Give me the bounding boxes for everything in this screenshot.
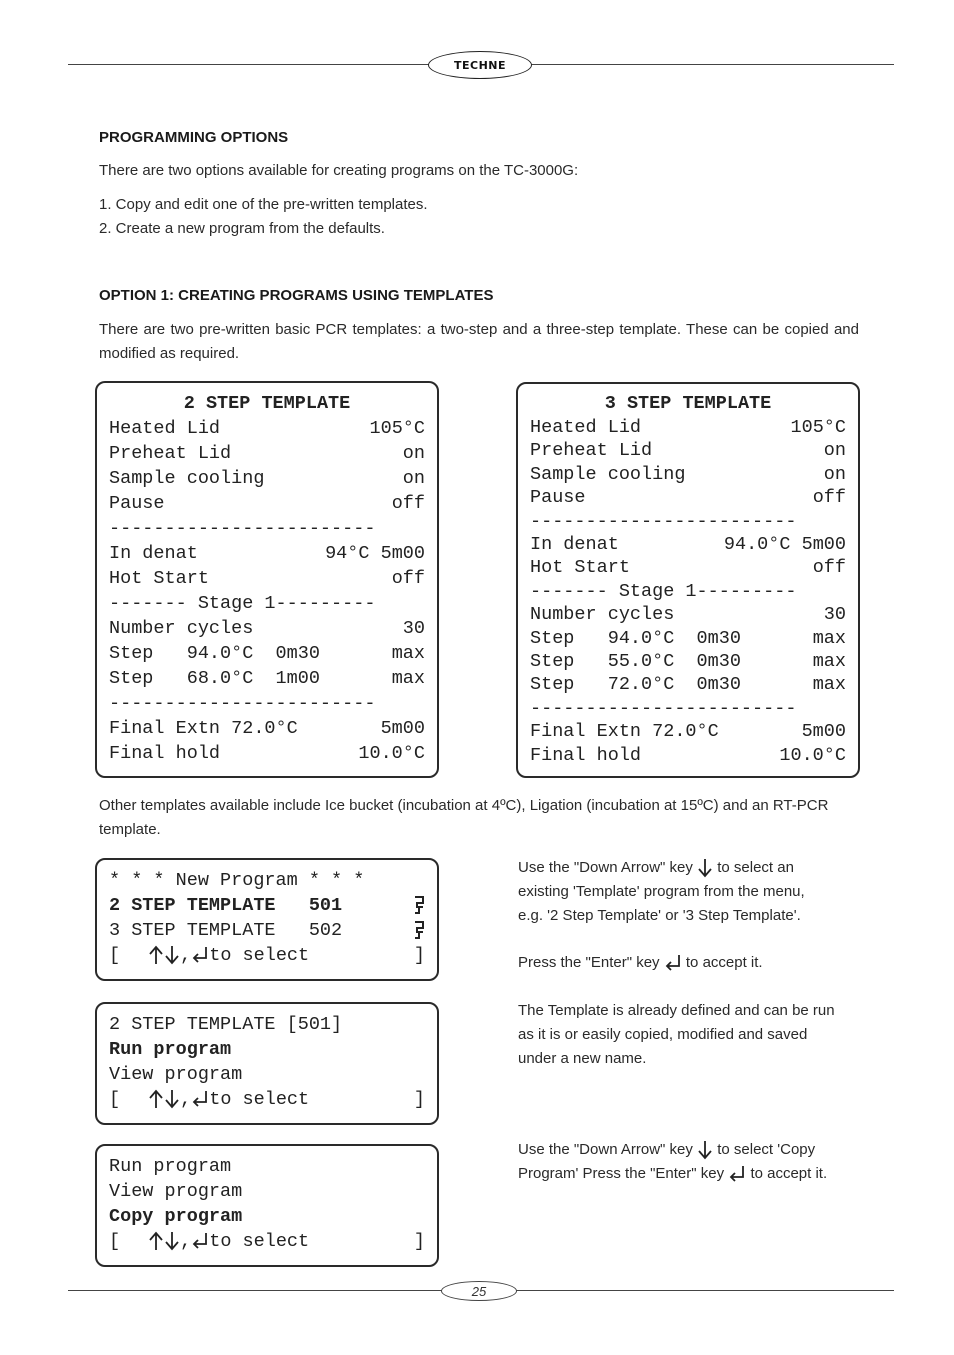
row-label: Preheat Lid [530,440,653,462]
row-value: max [812,627,846,649]
lcd-title: 3 STEP TEMPLATE [604,393,772,414]
row-value: max [391,643,425,664]
row-value: on [402,468,425,489]
row-label: Number cycles [530,604,675,626]
row-label: Pause [530,487,586,509]
lcd-row [530,580,846,604]
row-value: on [402,443,425,464]
row-label: Final Extn 72.0°C [530,721,719,743]
row-label: Final Extn 72.0°C [109,718,298,739]
row-value: off [391,493,425,514]
lcd-row [109,416,425,441]
page-number: 25 [441,1281,517,1301]
lcd-row [530,416,846,440]
menu-item-2-step-template[interactable]: 2 STEP TEMPLATE 501 [109,893,425,918]
lcd-row [530,744,846,768]
up-arrow-icon [148,1229,164,1254]
lcd-row [109,466,425,491]
section-heading-programming-options: PROGRAMMING OPTIONS [99,129,289,146]
lcd-row [530,439,846,463]
menu-item-run-program[interactable]: Run program [109,1039,232,1060]
enter-icon [728,1165,746,1182]
section-intro: There are two options available for creating programs on the TC-3000G: [99,162,579,179]
row-value: on [823,463,846,485]
down-arrow-icon [164,943,180,968]
row-value: max [391,668,425,689]
row-label: Step 72.0°C 0m30 [530,674,741,696]
lcd-row [109,566,425,591]
row-value: 94°C 5m00 [325,543,425,564]
lcd-row [530,697,846,721]
row-value: max [812,674,846,696]
row-value: 105°C [369,418,425,439]
template-key-icon [413,918,425,943]
logo-text: TECHNE [453,58,507,72]
row-label: Number cycles [109,618,254,639]
menu-item-3-step-template[interactable]: 3 STEP TEMPLATE 502 [109,918,425,943]
row-value: off [812,557,846,579]
enter-icon [664,954,682,971]
down-arrow-icon [697,859,713,876]
menu-item-copy-program[interactable]: Copy program [109,1206,243,1227]
row-value: off [391,568,425,589]
down-arrow-icon [164,1087,180,1112]
row-value: 105°C [790,417,846,438]
row-label: ------------------------ [530,697,797,719]
row-label: Step 68.0°C 1m00 [109,668,320,689]
row-value: max [812,651,846,672]
menu-item-view-program[interactable]: View program [109,1181,243,1202]
lcd-new-program-menu [95,858,439,981]
row-value: on [823,440,846,462]
row-label: In denat [530,534,619,555]
section-heading-option-1: OPTION 1: CREATING PROGRAMS USING TEMPLATES [99,287,494,304]
select-hint: [ , to select ] [109,1089,425,1110]
lcd-row [530,603,846,627]
instructions-copy-program: Use the "Down Arrow" key to select 'Copy Program' Press the "Enter" key to accept it. [518,1141,828,1182]
lcd-row [109,616,425,641]
row-label: ------------------------ [109,518,376,539]
row-label: Sample cooling [109,468,265,489]
row-value: 10.0°C [358,743,425,764]
menu-item-view-program[interactable]: View program [109,1064,243,1085]
row-value: 5m00 [801,721,846,743]
up-arrow-icon [148,1087,164,1112]
row-value: 30 [402,618,425,639]
row-label: Step 55.0°C 0m30 [530,651,741,672]
instructions-select-template: Use the "Down Arrow" key to select an existing 'Template' program from the menu, e.g. '2 Step Template' or '3 Step Template'. [518,859,805,924]
row-label: Step 94.0°C 0m30 [109,643,320,664]
row-label: Heated Lid [530,417,642,438]
lcd-title: 2 STEP TEMPLATE [183,393,351,414]
lcd-row [530,650,846,674]
row-label: Pause [109,493,165,514]
enter-icon [191,1087,209,1112]
row-label: Sample cooling [530,463,686,485]
row-label: ------- Stage 1--------- [109,593,376,614]
techne-logo [428,51,532,79]
enter-icon [191,1229,209,1254]
lcd-copy-program-menu [95,1144,439,1267]
lcd-row [109,441,425,466]
row-label: In denat [109,543,198,564]
row-label: ------- Stage 1--------- [530,580,797,602]
row-value: 5m00 [380,718,425,739]
select-hint: [ , to select ] [109,945,425,966]
menu-item-run-program[interactable]: Run program [109,1156,232,1177]
select-hint: [ , to select ] [109,1231,425,1252]
lcd-row [109,516,425,541]
lcd-row [530,533,846,557]
lcd-row [530,673,846,697]
row-value: 94.0°C 5m00 [723,534,846,555]
lcd-row [109,716,425,741]
row-label: Final hold [530,744,642,766]
lcd-template-501-menu [95,1002,439,1125]
lcd-row [109,641,425,666]
lcd-row [530,510,846,534]
row-label: Heated Lid [109,418,221,439]
other-templates-note: Other templates available include Ice bucket (incubation at 4ºC), Ligation (incubation at 15ºC) and an RT-PCR template. [99,797,829,838]
up-arrow-icon [148,943,164,968]
lcd-row [109,666,425,691]
lcd-row [109,541,425,566]
template-key-icon [413,893,425,918]
row-label: Hot Start [109,568,209,589]
down-arrow-icon [164,1229,180,1254]
option-2: 2. Create a new program from the defaults. [99,220,385,237]
row-label: Preheat Lid [109,443,232,464]
lcd-row [109,491,425,516]
lcd-row [530,463,846,487]
row-label: ------------------------ [109,693,376,714]
menu-title: * * * New Program * * * [109,870,365,891]
lcd-row [530,556,846,580]
down-arrow-icon [697,1141,713,1158]
lcd-row [109,591,425,616]
lcd-row [530,627,846,651]
templates-intro: There are two pre-written basic PCR templates: a two-step and a three-step template. These can be copied and modified as required. [99,321,859,362]
instructions-press-enter: Press the "Enter" key to accept it. [518,954,763,971]
lcd-2-step-template [95,381,439,778]
row-label: Step 94.0°C 0m30 [530,627,741,649]
menu-title: 2 STEP TEMPLATE [501] [109,1014,343,1035]
row-value: off [812,487,846,509]
instructions-template-defined: The Template is already defined and can be run as it is or easily copied, modified and saved under a new name. [518,1002,835,1067]
row-value: 30 [823,604,846,626]
lcd-row [530,486,846,510]
row-label: Final hold [109,743,221,764]
row-value: 10.0°C [779,744,846,766]
enter-icon [191,943,209,968]
lcd-row [109,691,425,716]
lcd-3-step-template [516,382,860,778]
lcd-row [109,741,425,766]
option-1: 1. Copy and edit one of the pre-written templates. [99,196,428,213]
row-label: Hot Start [530,557,630,579]
row-label: ------------------------ [530,510,797,532]
lcd-row [530,720,846,744]
